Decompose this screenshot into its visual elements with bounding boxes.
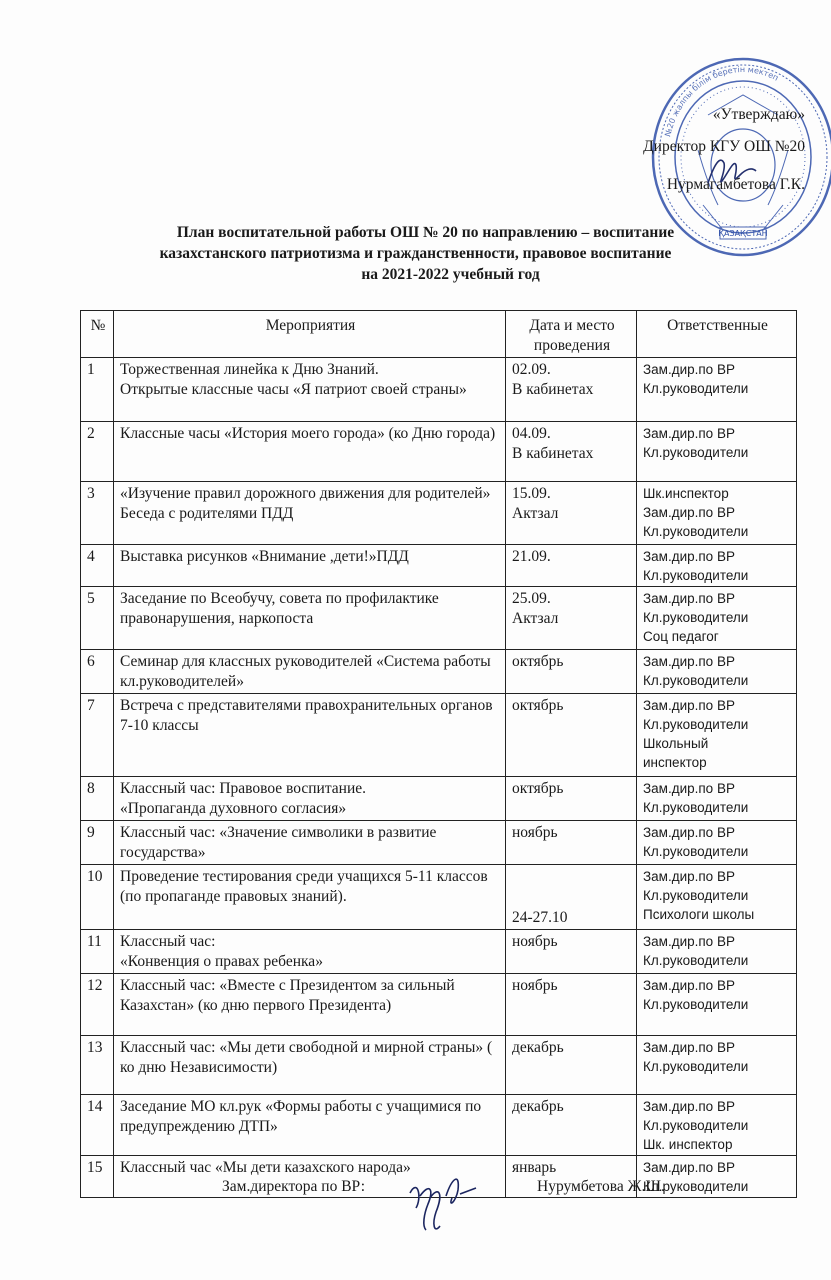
approval-name: Нурмагамбетова Г.К.: [666, 176, 805, 193]
cell-num: 13: [81, 1036, 114, 1095]
cell-date: [506, 865, 637, 930]
cell-responsible-line: Кл.руководители: [643, 610, 749, 625]
cell-event-line: Классный час: «Вместе с Президентом за сильный Казахстан» (ко дню первого Президента): [120, 977, 455, 1014]
cell-event-line: «Конвенция о правах ребенка»: [120, 953, 323, 970]
cell-num: 2: [81, 422, 114, 482]
approval-position: Директор КГУ ОШ №20: [643, 138, 805, 155]
table-row: [81, 482, 797, 545]
cell-event: [114, 482, 506, 545]
cell-responsible: [637, 777, 797, 821]
cell-event: [114, 422, 506, 482]
cell-responsible: [637, 422, 797, 482]
cell-responsible-line: Кл.руководители: [643, 997, 749, 1012]
cell-date: [506, 1095, 637, 1156]
cell-num: 1: [81, 358, 114, 422]
director-signature-icon: [700, 145, 760, 195]
cell-date-line: Актзал: [512, 610, 559, 627]
cell-event-line: Проведение тестирования среди учащихся 5-11 классов (по пропаганде правовых знаний).: [120, 868, 488, 905]
cell-event: [114, 587, 506, 650]
cell-responsible-line: Кл.руководители: [643, 381, 749, 396]
cell-num: 12: [81, 974, 114, 1036]
cell-responsible-line: Зам.дир.по ВР: [643, 781, 735, 796]
cell-date-line: В кабинетах: [512, 381, 594, 398]
stamp-center-text: ҚАЗАҚСТАН: [718, 229, 768, 238]
table-row: [81, 545, 797, 587]
cell-responsible-line: Кл.руководители: [643, 524, 749, 539]
table-row: [81, 930, 797, 974]
cell-num: 3: [81, 482, 114, 545]
cell-responsible-line: Шк.инспектор: [643, 486, 729, 501]
cell-event-line: Торжественная линейка к Дню Знаний.: [120, 361, 379, 378]
cell-num: 4: [81, 545, 114, 587]
cell-responsible-line: Психологи школы: [643, 907, 755, 922]
table-header-row: [81, 311, 797, 358]
cell-num: 5: [81, 587, 114, 650]
cell-num: 14: [81, 1095, 114, 1156]
document-title: [0, 222, 831, 285]
cell-responsible-line: Зам.дир.по ВР: [643, 978, 735, 993]
cell-date: [506, 545, 637, 587]
header-event: Мероприятия: [114, 311, 506, 358]
cell-responsible-line: Кл.руководители: [643, 1179, 749, 1194]
cell-date: [506, 650, 637, 694]
cell-responsible: [637, 974, 797, 1036]
cell-responsible: [637, 358, 797, 422]
table-row: [81, 1036, 797, 1095]
header-date: Дата и место проведения: [506, 311, 637, 358]
cell-event-line: Классный час: «Значение символики в развитие государства»: [120, 824, 437, 861]
cell-responsible-line: Школьный: [643, 736, 709, 751]
cell-date-line: ноябрь: [512, 977, 558, 994]
cell-date-line: 04.09.: [512, 425, 551, 442]
table-row: [81, 694, 797, 777]
table-row: [81, 777, 797, 821]
cell-date-line: октябрь: [512, 780, 564, 797]
cell-responsible-line: Кл.руководители: [643, 673, 749, 688]
cell-date-line: декабрь: [512, 1098, 564, 1115]
cell-event-line: Классный час:: [120, 933, 216, 950]
cell-responsible: [637, 694, 797, 777]
cell-responsible-line: Зам.дир.по ВР: [643, 1040, 735, 1055]
cell-event: [114, 777, 506, 821]
cell-responsible-line: Зам.дир.по ВР: [643, 654, 735, 669]
cell-responsible: [637, 482, 797, 545]
cell-date: [506, 974, 637, 1036]
cell-responsible: [637, 545, 797, 587]
cell-num: 8: [81, 777, 114, 821]
cell-event-line: Заседание по Всеобучу, совета по профилактике правонарушения, наркопоста: [120, 590, 439, 627]
cell-event: [114, 865, 506, 930]
cell-date-line: В кабинетах: [512, 445, 594, 462]
approval-label: «Утверждаю»: [712, 106, 805, 123]
table-row: [81, 974, 797, 1036]
cell-responsible: [637, 1095, 797, 1156]
title-line-2: казахстанского патриотизма и гражданственности, правовое воспитание: [159, 245, 672, 262]
cell-responsible-line: Зам.дир.по ВР: [643, 1099, 735, 1114]
cell-event: [114, 821, 506, 865]
cell-num: 9: [81, 821, 114, 865]
cell-event: [114, 1036, 506, 1095]
cell-date: [506, 587, 637, 650]
cell-event-line: Классные часы «История моего города» (ко Дню города): [120, 425, 496, 442]
stamp-outer-text: №20 жалпы білім беретін мектеп: [663, 64, 780, 138]
title-line-1: План воспитательной работы ОШ № 20 по направлению – воспитание: [176, 224, 675, 241]
cell-date: [506, 358, 637, 422]
plan-table: [80, 310, 797, 1198]
cell-event-line: Заседание МО кл.рук «Формы работы с учащимися по предупреждению ДТП»: [120, 1098, 482, 1135]
cell-responsible: [637, 1036, 797, 1095]
cell-event: [114, 930, 506, 974]
cell-date-line: ноябрь: [512, 933, 558, 950]
cell-date: [506, 1036, 637, 1095]
cell-date-line: Актзал: [512, 505, 559, 522]
cell-date-line: 25.09.: [512, 590, 551, 607]
cell-responsible-line: Зам.дир.по ВР: [643, 591, 735, 606]
cell-num: 6: [81, 650, 114, 694]
cell-responsible-line: Кл.руководители: [643, 717, 749, 732]
cell-responsible-line: Зам.дир.по ВР: [643, 362, 735, 377]
cell-date-line: ноябрь: [512, 824, 558, 841]
cell-responsible-line: Зам.дир.по ВР: [643, 426, 735, 441]
cell-date: [506, 482, 637, 545]
title-line-3: на 2021-2022 учебный год: [361, 266, 540, 283]
cell-responsible-line: Зам.дир.по ВР: [643, 505, 735, 520]
cell-event-line: Семинар для классных руководителей «Система работы кл.руководителей»: [120, 653, 491, 690]
cell-date-line: январь: [512, 1159, 557, 1176]
cell-responsible-line: Зам.дир.по ВР: [643, 869, 735, 884]
table-row: [81, 422, 797, 482]
header-responsible: Ответственные: [637, 311, 797, 358]
cell-date: [506, 821, 637, 865]
cell-responsible-line: Зам.дир.по ВР: [643, 549, 735, 564]
cell-event: [114, 545, 506, 587]
cell-date-line: 02.09.: [512, 361, 551, 378]
cell-date: [506, 422, 637, 482]
cell-responsible-line: инспектор: [643, 755, 707, 770]
cell-num: 11: [81, 930, 114, 974]
cell-event: [114, 1095, 506, 1156]
cell-date-line: октябрь: [512, 653, 564, 670]
cell-responsible-line: Зам.дир.по ВР: [643, 1160, 735, 1175]
cell-event: [114, 694, 506, 777]
cell-event-line: «Изучение правил дорожного движения для родителей»: [120, 485, 491, 502]
cell-event-line: Встреча с представителями правохранительных органов: [120, 697, 493, 714]
cell-responsible-line: Кл.руководители: [643, 568, 749, 583]
cell-date-line: октябрь: [512, 697, 564, 714]
deputy-signature-icon: [400, 1168, 480, 1238]
footer-role: Зам.директора по ВР:: [222, 1178, 366, 1195]
cell-responsible: [637, 821, 797, 865]
cell-responsible-line: Кл.руководители: [643, 445, 749, 460]
table-row: [81, 821, 797, 865]
cell-responsible-line: Зам.дир.по ВР: [643, 825, 735, 840]
cell-responsible-line: Шк. инспектор: [643, 1137, 733, 1152]
cell-date-line: 21.09.: [512, 548, 551, 565]
cell-date: [506, 930, 637, 974]
cell-event-line: Классный час «Мы дети казахского народа»: [120, 1159, 411, 1176]
cell-event-line: Выставка рисунков «Внимание ,дети!»ПДД: [120, 548, 409, 565]
cell-date: [506, 694, 637, 777]
table-body: [81, 358, 797, 1198]
cell-responsible-line: Зам.дир.по ВР: [643, 698, 735, 713]
table-row: [81, 865, 797, 930]
cell-event-line: Открытые классные часы «Я патриот своей страны»: [120, 381, 467, 398]
cell-num: 15: [81, 1156, 114, 1198]
cell-event-line: «Пропаганда духовного согласия»: [120, 800, 347, 817]
cell-responsible: [637, 865, 797, 930]
cell-responsible-line: Кл.руководители: [643, 1059, 749, 1074]
cell-date-line: 15.09.: [512, 485, 551, 502]
cell-responsible: [637, 650, 797, 694]
cell-event: [114, 974, 506, 1036]
cell-responsible-line: Кл.руководители: [643, 953, 749, 968]
cell-date-line: 24-27.10: [512, 909, 568, 926]
table-row: [81, 587, 797, 650]
cell-event-line: Классный час: Правовое воспитание.: [120, 780, 367, 797]
cell-num: 7: [81, 694, 114, 777]
footer-name: Нурумбетова Ж.Ш.: [537, 1178, 665, 1195]
cell-responsible-line: Кл.руководители: [643, 800, 749, 815]
cell-responsible-line: Соц педагог: [643, 629, 719, 644]
table-row: [81, 1095, 797, 1156]
cell-num: 10: [81, 865, 114, 930]
table-row: [81, 358, 797, 422]
cell-responsible-line: Кл.руководители: [643, 888, 749, 903]
header-num: №: [81, 311, 114, 358]
cell-responsible-line: Зам.дир.по ВР: [643, 934, 735, 949]
cell-event: [114, 358, 506, 422]
cell-event-line: Беседа с родителями ПДД: [120, 505, 294, 522]
cell-responsible: [637, 587, 797, 650]
cell-event-line: Классный час: «Мы дети свободной и мирной страны» ( ко дню Независимости): [120, 1039, 493, 1076]
cell-responsible: [637, 930, 797, 974]
cell-responsible-line: Кл.руководители: [643, 844, 749, 859]
table-row: [81, 650, 797, 694]
cell-event-line: 7-10 классы: [120, 717, 199, 734]
cell-date-line: декабрь: [512, 1039, 564, 1056]
cell-responsible-line: Кл.руководители: [643, 1118, 749, 1133]
cell-date: [506, 777, 637, 821]
cell-event: [114, 650, 506, 694]
